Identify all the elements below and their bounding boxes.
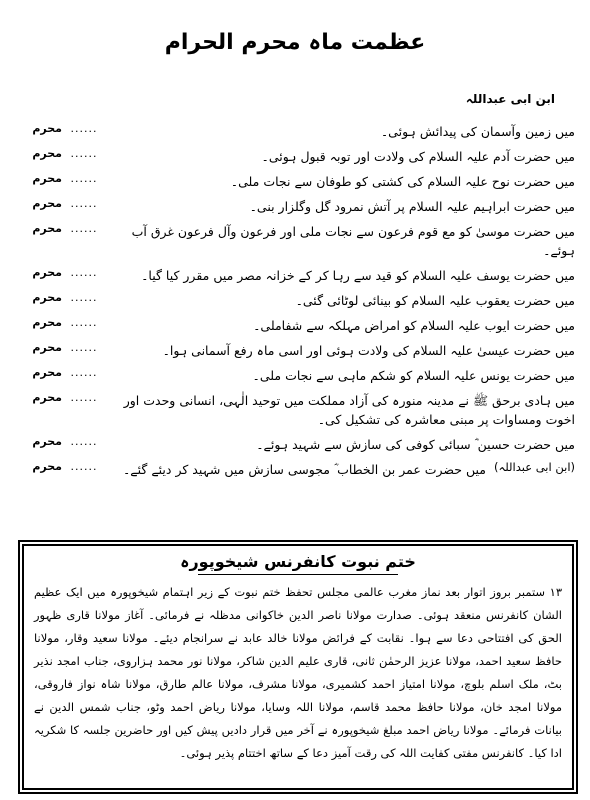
leader-dots: ......	[70, 435, 98, 448]
event-text: میں حضرت یعقوب علیہ السلام کو بینائی لوٹائی گئی۔	[295, 293, 575, 308]
event-item	[20, 197, 575, 216]
event-text: میں حضرت یونس علیہ السلام کو شکم ماہی سے نجات ملی۔	[252, 368, 575, 383]
event-item	[20, 391, 575, 429]
event-text: میں حضرت عیسیٰ علیہ السلام کی ولادت ہوئی اور اسی ماہ رفع آسمانی ہوا۔	[162, 343, 575, 358]
leader-dots: ......	[70, 147, 98, 160]
event-text: میں حضرت یوسف علیہ السلام کو قید سے رہا کر کے خزانہ مصر میں مقرر کیا گیا۔	[141, 268, 575, 283]
month-label: محرم	[32, 172, 62, 185]
leader-dots: ......	[70, 197, 98, 210]
event-item	[20, 435, 575, 454]
event-text: میں حضرت آدم علیہ السلام کی ولادت اور توبہ قبول ہوئی۔	[261, 149, 575, 164]
month-label: محرم	[32, 222, 62, 235]
leader-dots: ......	[70, 122, 98, 135]
leader-dots: ......	[70, 266, 98, 279]
event-item	[20, 291, 575, 310]
event-item	[20, 222, 575, 260]
title-underline	[198, 574, 398, 575]
event-item	[20, 341, 575, 360]
month-label: محرم	[32, 197, 62, 210]
event-item	[20, 147, 575, 166]
leader-dots: ......	[70, 291, 98, 304]
news-box	[22, 544, 574, 790]
event-item	[20, 122, 575, 141]
leader-dots: ......	[70, 366, 98, 379]
month-label: محرم	[32, 391, 62, 404]
leader-dots: ......	[70, 391, 98, 404]
event-item	[20, 366, 575, 385]
leader-dots: ......	[70, 222, 98, 235]
author-name: ابن ابی عبداللہ	[465, 92, 555, 106]
leader-dots: ......	[70, 341, 98, 354]
attribution: (ابن ابی عبداللہ)	[493, 460, 575, 474]
event-text: میں حضرت نوح علیہ السلام کی کشتی کو طوفان سے نجات ملی۔	[230, 174, 575, 189]
event-item	[20, 172, 575, 191]
event-text: میں حضرت ابراہیم علیہ السلام پر آتش نمرود گل وگلزار بنی۔	[249, 199, 575, 214]
month-label: محرم	[32, 341, 62, 354]
month-label: محرم	[32, 266, 62, 279]
event-text: میں حضرت عمر بن الخطاب ؓ مجوسی سازش میں شہید کر دیئے گئے۔	[122, 462, 486, 477]
leader-dots: ......	[70, 316, 98, 329]
month-label: محرم	[32, 316, 62, 329]
page-title: عظمت ماہ محرم الحرام	[164, 30, 426, 55]
month-label: محرم	[32, 147, 62, 160]
events-list	[20, 122, 575, 485]
leader-dots: ......	[70, 460, 98, 473]
event-text: میں زمین وآسمان کی پیدائش ہوئی۔	[380, 124, 575, 139]
event-text: میں حضرت ایوب علیہ السلام کو امراض مہلکہ سے شفاملی۔	[253, 318, 575, 333]
event-item	[20, 266, 575, 285]
news-title: ختم نبوت کانفرنس شیخوپورہ	[180, 552, 416, 571]
month-label: محرم	[32, 291, 62, 304]
event-item	[20, 316, 575, 335]
month-label: محرم	[32, 435, 62, 448]
event-text: میں حضرت حسین ؓ سبائی کوفی کی سازش سے شہید ہوئے۔	[256, 437, 575, 452]
month-label: محرم	[32, 460, 62, 473]
month-label: محرم	[32, 122, 62, 135]
news-body: ۱۳ ستمبر بروز اتوار بعد نماز مغرب عالمی مجلس تحفظ ختم نبوت کے زیر اہتمام شیخوپورہ میں ایک عظیم الشان کانفرنس منعقد ہوئی۔ صدارت مولانا ناصر الدین خاکوانی مدظلہ نے فرمائی۔ آغاز مولانا قاری ظہور الحق کی افتتاحی دعا سے ہوا۔ نقابت کے فرائض مولانا خالد عابد نے سرانجام دیئے۔ مولانا سعید وقار، مولانا حافظ سعید احمد، مولانا عزیز الرحمٰن ثانی، قاری علیم الدین شاکر، مولانا نور محمد ہزاروی، جناب امجد نذیر بٹ، ملک اسلم بلوچ، مولانا امتیاز احمد کشمیری، مولانا مشرف، مولانا عالم طارق، مولانا شاہ نواز فاروقی، مولانا امجد خان، مولانا حافظ محمد قاسم، مولانا اللہ وسایا، مولانا ریاض احمد وٹو، جناب شمس الدین نے بیانات فرمائے۔ مولانا ریاض احمد مبلغ شیخوپورہ نے آخر میں قرار دادیں پیش کیں اور حاضرین جلسہ کا شکریہ ادا کیا۔ کانفرنس مفتی کفایت اللہ کی رقت آمیز دعا کے ساتھ اختتام پذیر ہوئی۔	[34, 585, 562, 760]
event-text: میں حضرت موسیٰ کو مع قوم فرعون سے نجات ملی اور فرعون وآل فرعون غرق آب ہوئے۔	[131, 224, 575, 258]
leader-dots: ......	[70, 172, 98, 185]
event-item	[20, 460, 575, 479]
month-label: محرم	[32, 366, 62, 379]
event-text: میں ہادی برحق ﷺ نے مدینہ منورہ کی آزاد مملکت میں توحید الٰہی، انسانی وحدت اور اخوت ومساوات پر مبنی معاشرہ کی تشکیل کی۔	[123, 393, 575, 427]
